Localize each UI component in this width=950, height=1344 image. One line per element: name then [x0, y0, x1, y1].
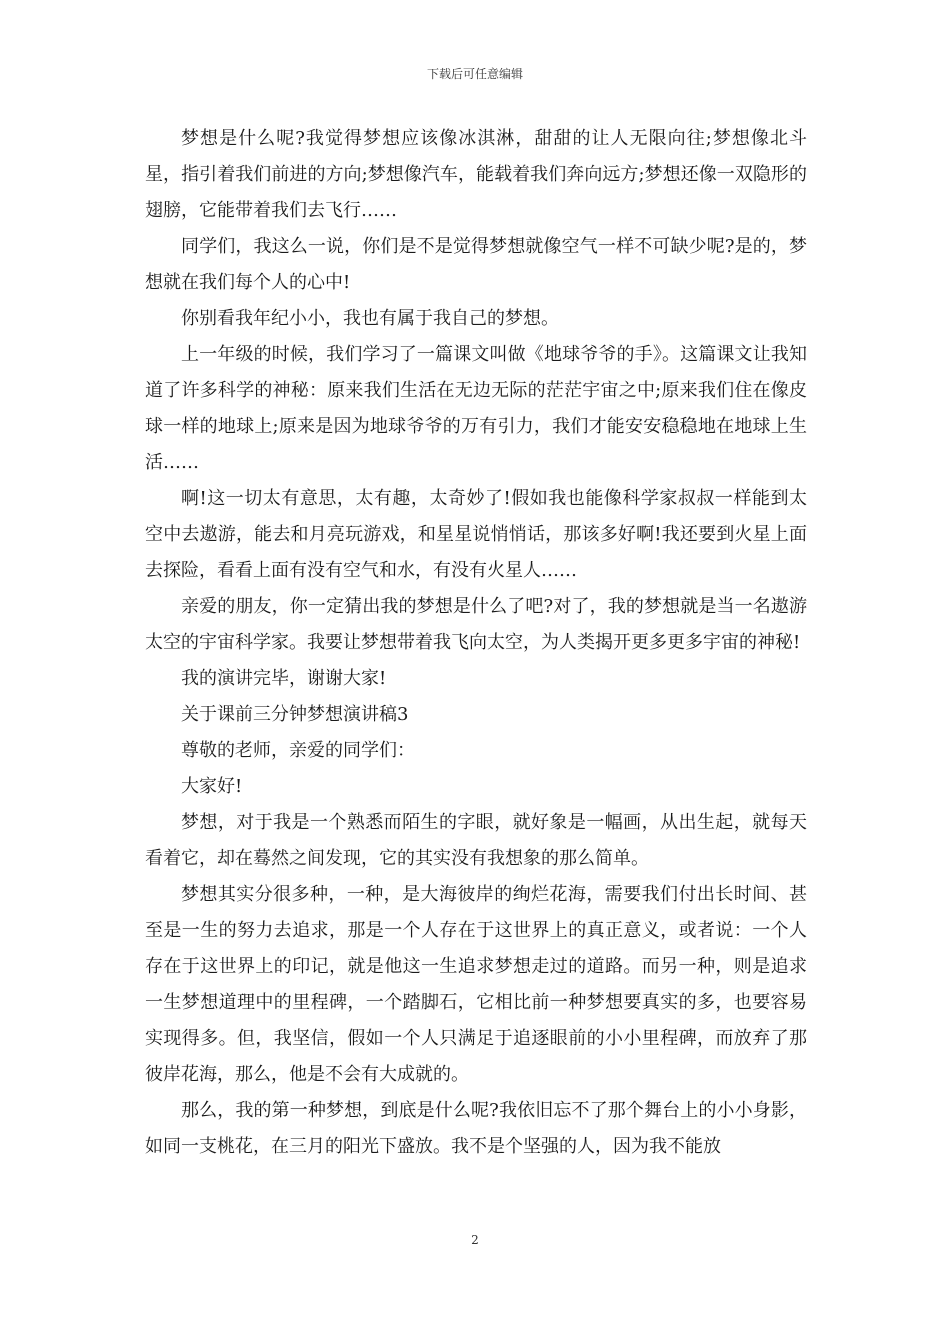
section-title: 关于课前三分钟梦想演讲稿3 — [181, 704, 409, 725]
paragraph: 亲爱的朋友，你一定猜出我的梦想是什么了吧?对了，我的梦想就是当一名遨游太空的宇宙科学家。我要让梦想带着我飞向太空，为人类揭开更多更多宇宙的神秘! — [145, 596, 807, 653]
paragraph: 你别看我年纪小小，我也有属于我自己的梦想。 — [181, 308, 559, 329]
paragraph: 上一年级的时候，我们学习了一篇课文叫做《地球爷爷的手》。这篇课文让我知道了许多科学的神秘：原来我们生活在无边无际的茫茫宇宙之中;原来我们住在像皮球一样的地球上;原来是因为地球爷爷的万有引力，我们才能安安稳稳地在地球上生活…… — [145, 344, 807, 473]
page-number: 2 — [471, 1233, 479, 1247]
paragraph: 梦想其实分很多种，一种，是大海彼岸的绚烂花海，需要我们付出长时间、甚至是一生的努力去追求，那是一个人存在于这世界上的真正意义，或者说：一个人存在于这世界上的印记，就是他这一生追求梦想走过的道路。而另一种，则是追求一生梦想道理中的里程碑，一个踏脚石，它相比前一种梦想要真实的多，也要容易实现得多。但，我坚信，假如一个人只满足于追逐眼前的小小里程碑，而放弃了那彼岸花海，那么，他是不会有大成就的。 — [145, 884, 807, 1085]
document-body — [145, 121, 807, 1165]
paragraph: 同学们，我这么一说，你们是不是觉得梦想就像空气一样不可缺少呢?是的，梦想就在我们每个人的心中! — [145, 236, 807, 293]
paragraph: 那么，我的第一种梦想，到底是什么呢?我依旧忘不了那个舞台上的小小身影，如同一支桃花，在三月的阳光下盛放。我不是个坚强的人，因为我不能放 — [145, 1100, 807, 1157]
greeting: 大家好! — [181, 776, 243, 797]
paragraph: 我的演讲完毕，谢谢大家! — [181, 668, 387, 689]
salutation: 尊敬的老师，亲爱的同学们： — [181, 740, 415, 761]
paragraph: 梦想，对于我是一个熟悉而陌生的字眼，就好象是一幅画，从出生起，就每天看着它，却在蓦然之间发现，它的其实没有我想象的那么简单。 — [145, 812, 807, 869]
paragraph: 啊!这一切太有意思，太有趣，太奇妙了!假如我也能像科学家叔叔一样能到太空中去遨游，能去和月亮玩游戏，和星星说悄悄话，那该多好啊!我还要到火星上面去探险，看看上面有没有空气和水，有没有火星人…… — [145, 488, 807, 581]
paragraph: 梦想是什么呢?我觉得梦想应该像冰淇淋，甜甜的让人无限向往;梦想像北斗星，指引着我们前进的方向;梦想像汽车，能载着我们奔向远方;梦想还像一双隐形的翅膀，它能带着我们去飞行…… — [145, 128, 807, 221]
page-header: 下载后可任意编辑 — [426, 67, 523, 81]
